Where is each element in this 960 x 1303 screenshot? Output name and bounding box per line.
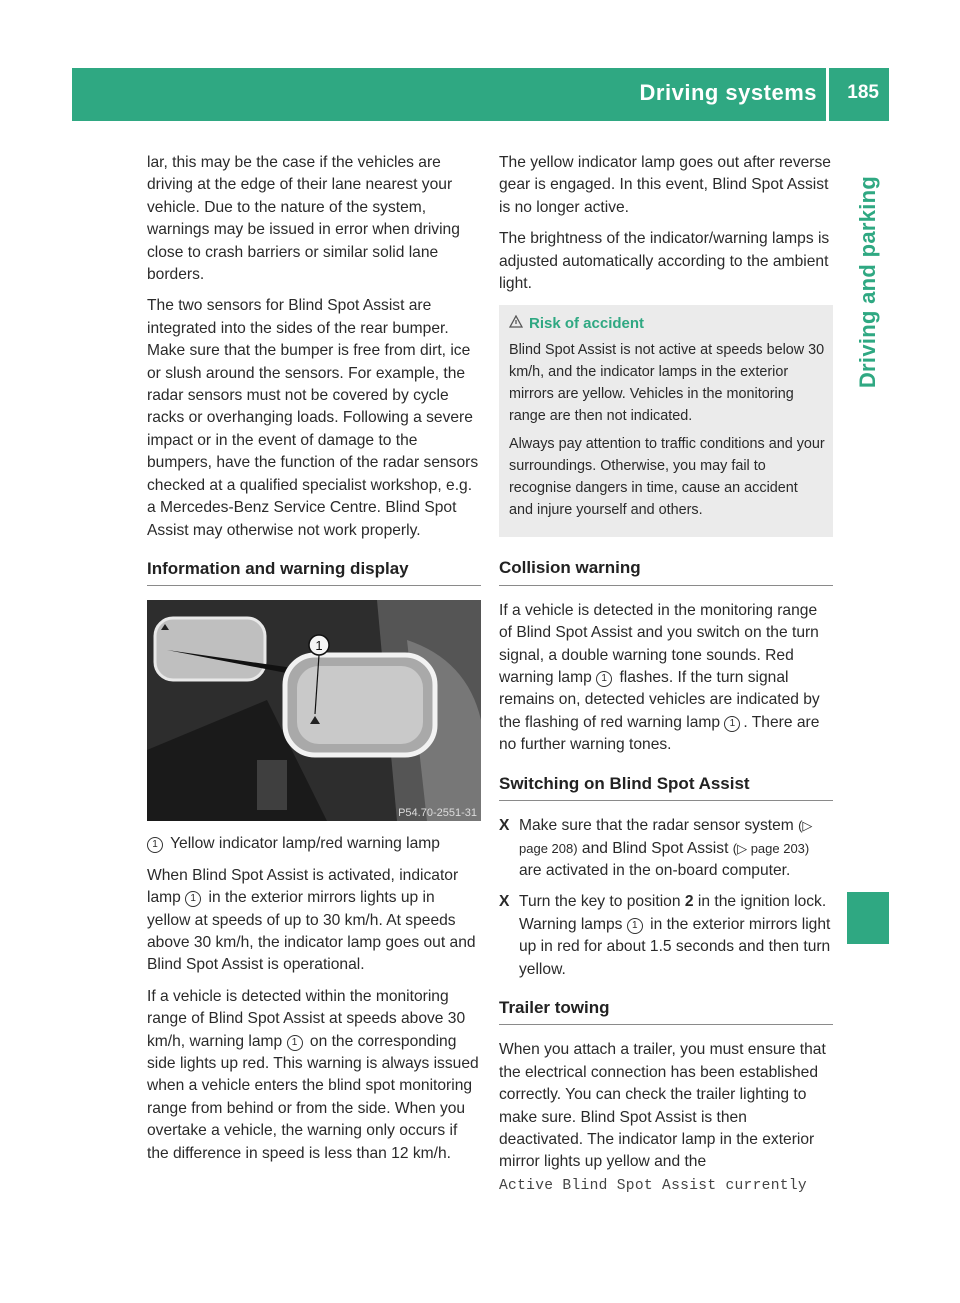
callout-marker: 1 xyxy=(596,671,612,687)
paragraph: The brightness of the indicator/warning lamps is adjusted automatically according to the ambient light. xyxy=(499,230,830,293)
figure-caption xyxy=(147,833,481,855)
right-column xyxy=(499,152,833,1206)
photo-callout-label: 1 xyxy=(315,638,323,654)
paragraph xyxy=(147,986,481,1165)
section-heading: Information and warning display xyxy=(147,558,481,586)
text-span: in the exterior mirrors light up in red for about 1.5 seconds and then turn yellow. xyxy=(519,915,831,978)
callout-marker: 1 xyxy=(185,891,201,907)
paragraph: The two sensors for Blind Spot Assist are integrated into the sides of the rear bumper. Make sure that the bumper is free from dirt, ice or slush around the sensors. For example, the radar sensors must not be covered by cycle racks or overhanging loads. Following a severe impact or in the event of damage to the bumpers, have the function of the radar sensors checked at a qualified specialist workshop, e.g. a Mercedes-Benz Service Centre. Blind Spot Assist may otherwise not work properly. xyxy=(147,297,479,539)
mirror-photo xyxy=(147,600,481,821)
paragraph xyxy=(499,1039,833,1197)
step-marker: X xyxy=(499,893,510,911)
step-marker: X xyxy=(499,817,510,835)
header-separator xyxy=(826,68,829,121)
warning-triangle-icon xyxy=(509,313,523,335)
paragraph xyxy=(147,865,481,977)
mirror-illustration xyxy=(147,600,481,821)
callout-marker: 1 xyxy=(147,837,163,853)
section-heading: Collision warning xyxy=(499,557,833,585)
text-span: Make sure that the radar sensor system xyxy=(519,817,794,835)
header-bar xyxy=(72,68,889,121)
text-span: When Blind Spot Assist is activated, indicator lamp xyxy=(147,866,459,907)
callout-marker: 1 xyxy=(627,918,643,934)
text-span: flashes. If the turn signal remains on, detected vehicles are indicated by the flashing of red warning lamp xyxy=(499,669,820,731)
side-tab-marker xyxy=(847,892,889,944)
text-span: and Blind Spot Assist xyxy=(581,839,729,857)
text-span: in the exterior mirrors lights up in yellow at speeds of up to 30 km/h. At speeds above 30 km/h, the indicator lamp goes out and Blind Spot Assist is operational. xyxy=(147,889,476,974)
photo-code: P54.70-2551-31 xyxy=(398,807,477,820)
page-reference-link[interactable]: (▷ page 203) xyxy=(732,840,810,856)
text-span: . There are no further warning tones. xyxy=(499,713,820,754)
section-heading: Trailer towing xyxy=(499,997,833,1025)
paragraph xyxy=(499,600,833,757)
text-span: Turn the key to position xyxy=(519,893,681,911)
text-span: on the corresponding side lights up red. This warning is always issued when a vehicle enters the blind spot monitoring range from behind or from the side. When you overtake a vehicle, the warning only occurs if the difference in speed is less than 12 km/h. xyxy=(147,1032,479,1162)
left-column xyxy=(147,152,481,1174)
text-span: If a vehicle is detected in the monitoring range of Blind Spot Assist and you switch on the turn signal, a double warning tone sounds. Red warning lamp xyxy=(499,601,819,687)
section-title: Driving systems xyxy=(639,80,817,105)
warning-title xyxy=(509,313,825,335)
callout-marker: 1 xyxy=(724,716,740,732)
instruction-step xyxy=(499,815,833,882)
warning-box xyxy=(499,305,833,537)
warning-text: Always pay attention to traffic conditions and your surroundings. Otherwise, you may fail to recognise dangers in time, cause an accident and injure yourself and others. xyxy=(509,436,825,519)
side-tab xyxy=(847,121,889,443)
paragraph: lar, this may be the case if the vehicles are driving at the edge of their lane nearest your vehicle. Due to the nature of the system, warnings may be issued in error when driving close to crash barriers or similar solid lane borders. xyxy=(147,154,460,284)
text-span: When you attach a trailer, you must ensure that the electrical connection has been established correctly. You can check the trailer lighting to make sure. Blind Spot Assist is then deactivated. The indicator lamp in the exterior mirror lights up yellow and the xyxy=(499,1041,826,1171)
section-heading: Switching on Blind Spot Assist xyxy=(499,773,833,801)
page-number: 185 xyxy=(847,82,879,103)
text-span: in the ignition lock. xyxy=(697,893,827,911)
caption-text: Yellow indicator lamp/red warning lamp xyxy=(170,835,440,853)
warning-text: Blind Spot Assist is not active at speeds below 30 km/h, and the indicator lamps in the exterior mirrors are yellow. Vehicles in the monitoring range are then not indicated. xyxy=(509,342,825,425)
callout-marker: 1 xyxy=(287,1035,303,1051)
text-span: are activated in the on-board computer. xyxy=(519,861,791,879)
text-span: Warning lamps xyxy=(519,915,623,933)
paragraph: The yellow indicator lamp goes out after reverse gear is engaged. In this event, Blind Spot Assist is no longer active. xyxy=(499,154,831,216)
key-position: 2 xyxy=(684,893,694,911)
side-tab-label: Driving and parking xyxy=(855,175,880,389)
warning-title-text: Risk of accident xyxy=(529,315,645,333)
text-span: If a vehicle is detected within the monitoring range of Blind Spot Assist at speeds above 30 km/h, warning lamp xyxy=(147,987,466,1050)
page-reference-link[interactable]: (▷ page 208) xyxy=(519,818,813,856)
display-message: Active Blind Spot Assist currently xyxy=(499,1177,807,1194)
instruction-step xyxy=(499,891,833,981)
